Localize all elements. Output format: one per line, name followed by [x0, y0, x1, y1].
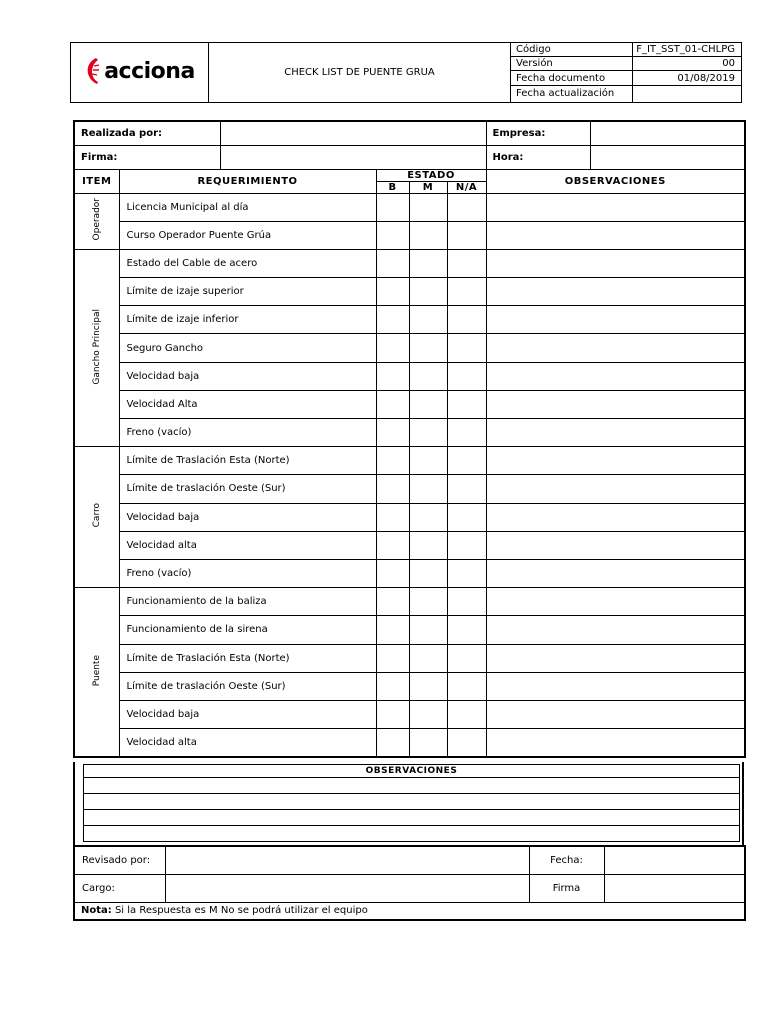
estado-m-cell[interactable]	[409, 221, 447, 249]
estado-m-cell[interactable]	[409, 503, 447, 531]
requirement-label: Estado del Cable de acero	[119, 249, 376, 277]
requirement-label: Velocidad baja	[119, 503, 376, 531]
estado-na-cell[interactable]	[447, 447, 486, 475]
estado-na-cell[interactable]	[447, 193, 486, 221]
checklist-row	[74, 390, 745, 418]
fecha-field[interactable]	[604, 846, 745, 874]
checklist-row	[74, 278, 745, 306]
estado-b-cell[interactable]	[376, 221, 409, 249]
observation-cell[interactable]	[486, 588, 745, 616]
meta-value-fecha-actualizacion	[633, 85, 742, 102]
estado-na-cell[interactable]	[447, 588, 486, 616]
estado-b-cell[interactable]	[376, 334, 409, 362]
checklist-row	[74, 672, 745, 700]
estado-na-cell[interactable]	[447, 559, 486, 587]
observation-cell[interactable]	[486, 221, 745, 249]
estado-b-cell[interactable]	[376, 278, 409, 306]
checklist-row	[74, 419, 745, 447]
estado-m-cell[interactable]	[409, 588, 447, 616]
observation-cell[interactable]	[486, 193, 745, 221]
group-label-cell	[74, 193, 119, 249]
observation-cell[interactable]	[486, 475, 745, 503]
estado-b-cell[interactable]	[376, 503, 409, 531]
observation-cell[interactable]	[486, 334, 745, 362]
checklist-row	[74, 221, 745, 249]
estado-b-cell[interactable]	[376, 390, 409, 418]
estado-na-cell[interactable]	[447, 362, 486, 390]
nota	[74, 902, 745, 920]
checklist-row	[74, 447, 745, 475]
requirement-label: Funcionamiento de la sirena	[119, 616, 376, 644]
estado-na-cell[interactable]	[447, 475, 486, 503]
observation-cell[interactable]	[486, 672, 745, 700]
estado-m-cell[interactable]	[409, 616, 447, 644]
estado-b-cell[interactable]	[376, 616, 409, 644]
acciona-logo	[84, 56, 195, 86]
requirement-label: Freno (vacío)	[119, 559, 376, 587]
estado-na-cell[interactable]	[447, 531, 486, 559]
group-label: Gancho Principal	[91, 308, 102, 385]
checklist-row	[74, 588, 745, 616]
estado-m-cell[interactable]	[409, 193, 447, 221]
observation-cell[interactable]	[486, 729, 745, 757]
document-header	[70, 42, 742, 103]
estado-na-cell[interactable]	[447, 306, 486, 334]
fecha-label: Fecha:	[529, 846, 604, 874]
firma-label: Firma:	[74, 145, 220, 169]
estado-m-cell[interactable]	[409, 306, 447, 334]
group-label: Puente	[91, 654, 102, 687]
observations-line[interactable]	[84, 826, 740, 842]
checklist-row	[74, 193, 745, 221]
estado-na-cell[interactable]	[447, 503, 486, 531]
observation-cell[interactable]	[486, 390, 745, 418]
estado-m-cell[interactable]	[409, 249, 447, 277]
estado-m-cell[interactable]	[409, 729, 447, 757]
checklist-row	[74, 531, 745, 559]
checklist-row	[74, 700, 745, 728]
observations-section	[73, 762, 744, 845]
cargo-label: Cargo:	[74, 874, 165, 902]
firma-field[interactable]	[220, 145, 486, 169]
observation-cell[interactable]	[486, 419, 745, 447]
nota-label: Nota:	[81, 905, 112, 917]
observations-line[interactable]	[84, 794, 740, 810]
firma-footer-field[interactable]	[604, 874, 745, 902]
requirement-label: Límite de izaje inferior	[119, 306, 376, 334]
hora-label: Hora:	[486, 145, 590, 169]
checklist-row	[74, 362, 745, 390]
estado-na-cell[interactable]	[447, 700, 486, 728]
estado-m-cell[interactable]	[409, 559, 447, 587]
footer-table	[73, 845, 746, 921]
estado-na-cell[interactable]	[447, 729, 486, 757]
estado-m-cell[interactable]	[409, 700, 447, 728]
empresa-label: Empresa:	[486, 121, 590, 145]
estado-na-cell[interactable]	[447, 334, 486, 362]
checklist-row	[74, 559, 745, 587]
estado-na-cell[interactable]	[447, 278, 486, 306]
meta-key-fecha-actualizacion: Fecha actualización	[511, 85, 633, 102]
meta-value-version: 00	[633, 57, 742, 71]
meta-value-codigo: F_IT_SST_01-CHLPG	[633, 43, 742, 57]
nota-text: Si la Respuesta es M No se podrá utilizar el equipo	[111, 905, 368, 917]
requirement-label: Seguro Gancho	[119, 334, 376, 362]
estado-m-cell[interactable]	[409, 531, 447, 559]
estado-na-cell[interactable]	[447, 672, 486, 700]
estado-na-cell[interactable]	[447, 644, 486, 672]
requirement-label: Límite de traslación Oeste (Sur)	[119, 672, 376, 700]
group-label: Operador	[91, 198, 102, 241]
estado-na-cell[interactable]	[447, 221, 486, 249]
observation-cell[interactable]	[486, 531, 745, 559]
checklist-row	[74, 475, 745, 503]
estado-m-cell[interactable]	[409, 334, 447, 362]
firma-footer-label: Firma	[529, 874, 604, 902]
estado-m-cell[interactable]	[409, 475, 447, 503]
estado-b-cell[interactable]	[376, 419, 409, 447]
estado-m-cell[interactable]	[409, 278, 447, 306]
observations-line[interactable]	[84, 778, 740, 794]
hora-field[interactable]	[590, 145, 745, 169]
observation-cell[interactable]	[486, 644, 745, 672]
estado-b-cell[interactable]	[376, 447, 409, 475]
estado-b-cell[interactable]	[376, 362, 409, 390]
estado-m-cell[interactable]	[409, 447, 447, 475]
observation-cell[interactable]	[486, 278, 745, 306]
checklist-row	[74, 306, 745, 334]
checklist-row	[74, 644, 745, 672]
observation-cell[interactable]	[486, 559, 745, 587]
requirement-label: Velocidad alta	[119, 729, 376, 757]
observation-cell[interactable]	[486, 616, 745, 644]
checklist-table	[73, 120, 746, 758]
requirement-label: Funcionamiento de la baliza	[119, 588, 376, 616]
observation-cell[interactable]	[486, 447, 745, 475]
estado-na-cell[interactable]	[447, 249, 486, 277]
estado-na-cell[interactable]	[447, 616, 486, 644]
meta-key-version: Versión	[511, 57, 633, 71]
observations-table	[83, 764, 740, 842]
observation-cell[interactable]	[486, 700, 745, 728]
estado-b-cell[interactable]	[376, 306, 409, 334]
meta-key-fecha-documento: Fecha documento	[511, 71, 633, 85]
observations-line[interactable]	[84, 810, 740, 826]
requirement-label: Límite de Traslación Esta (Norte)	[119, 644, 376, 672]
estado-b-cell[interactable]	[376, 249, 409, 277]
estado-na-cell[interactable]	[447, 390, 486, 418]
checklist-row	[74, 503, 745, 531]
estado-na-cell[interactable]	[447, 419, 486, 447]
checklist-row	[74, 729, 745, 757]
realizada-por-field[interactable]	[220, 121, 486, 145]
requirement-label: Velocidad baja	[119, 362, 376, 390]
cargo-field[interactable]	[165, 874, 529, 902]
requirement-label: Velocidad alta	[119, 531, 376, 559]
estado-m-cell[interactable]	[409, 644, 447, 672]
requirement-label: Límite de traslación Oeste (Sur)	[119, 475, 376, 503]
estado-b-cell[interactable]	[376, 729, 409, 757]
requirement-label: Licencia Municipal al día	[119, 193, 376, 221]
logo-cell	[71, 43, 209, 103]
estado-b-cell[interactable]	[376, 531, 409, 559]
requirement-label: Curso Operador Puente Grúa	[119, 221, 376, 249]
estado-b-cell[interactable]	[376, 559, 409, 587]
item-header: ITEM	[74, 169, 119, 193]
estado-m-cell[interactable]	[409, 672, 447, 700]
estado-b-header: B	[376, 181, 409, 193]
observation-cell[interactable]	[486, 249, 745, 277]
meta-value-fecha-documento: 01/08/2019	[633, 71, 742, 85]
estado-b-cell[interactable]	[376, 475, 409, 503]
observations-title: OBSERVACIONES	[84, 765, 740, 778]
requirement-label: Velocidad baja	[119, 700, 376, 728]
requirement-label: Freno (vacío)	[119, 419, 376, 447]
group-label-cell	[74, 249, 119, 446]
estado-m-cell[interactable]	[409, 390, 447, 418]
checklist-row	[74, 249, 745, 277]
estado-header: ESTADO	[376, 169, 486, 181]
revisado-por-label: Revisado por:	[74, 846, 165, 874]
group-label-cell	[74, 588, 119, 757]
observation-cell[interactable]	[486, 362, 745, 390]
estado-m-cell[interactable]	[409, 419, 447, 447]
group-label: Carro	[91, 503, 102, 528]
estado-b-cell[interactable]	[376, 193, 409, 221]
estado-b-cell[interactable]	[376, 672, 409, 700]
requirement-label: Límite de izaje superior	[119, 278, 376, 306]
estado-m-header: M	[409, 181, 447, 193]
estado-m-cell[interactable]	[409, 362, 447, 390]
estado-b-cell[interactable]	[376, 644, 409, 672]
document-title: CHECK LIST DE PUENTE GRUA	[209, 43, 511, 103]
meta-key-codigo: Código	[511, 43, 633, 57]
checklist-row	[74, 616, 745, 644]
observaciones-header: OBSERVACIONES	[486, 169, 745, 193]
revisado-por-field[interactable]	[165, 846, 529, 874]
brand-name: acciona	[104, 58, 195, 84]
checklist-row	[74, 334, 745, 362]
leaf-icon	[84, 56, 102, 86]
estado-na-header: N/A	[447, 181, 486, 193]
estado-b-cell[interactable]	[376, 588, 409, 616]
group-label-cell	[74, 447, 119, 588]
requirement-label: Límite de Traslación Esta (Norte)	[119, 447, 376, 475]
observation-cell[interactable]	[486, 503, 745, 531]
estado-b-cell[interactable]	[376, 700, 409, 728]
realizada-por-label: Realizada por:	[74, 121, 220, 145]
observation-cell[interactable]	[486, 306, 745, 334]
requirement-label: Velocidad Alta	[119, 390, 376, 418]
empresa-field[interactable]	[590, 121, 745, 145]
requerimiento-header: REQUERIMIENTO	[119, 169, 376, 193]
